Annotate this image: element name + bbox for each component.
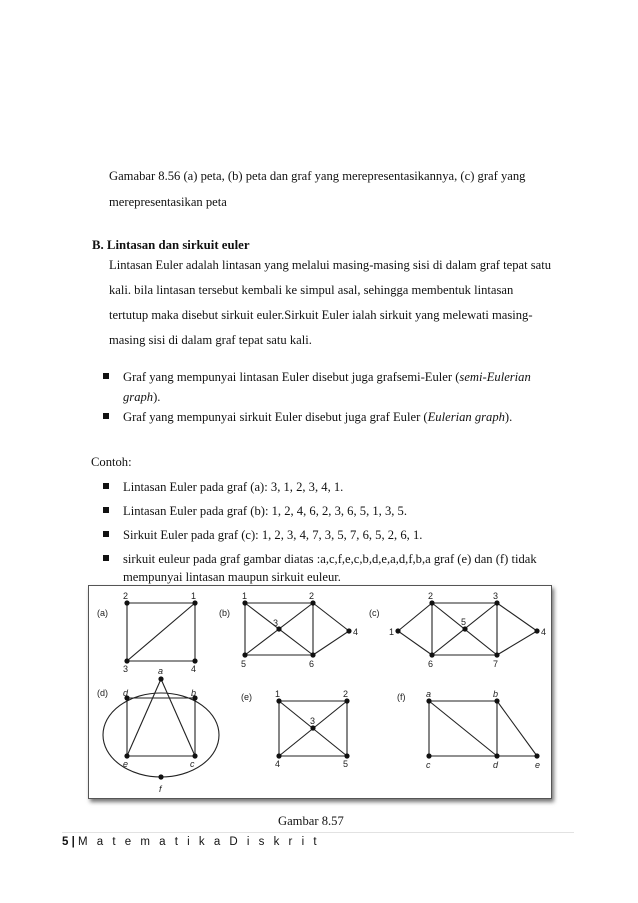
- node-label: c: [190, 759, 195, 769]
- node-label: 4: [353, 627, 359, 637]
- footer-title: M a t e m a t i k a D i s k r i t: [78, 836, 320, 848]
- bullet-text: Graf yang mempunyai sirkuit Euler disebut juga graf Euler (: [123, 410, 428, 424]
- bullet-semi-euler-cont: [123, 388, 160, 406]
- paragraph-line-4: masing sisi di dalam graf tepat satu kali.: [109, 333, 312, 347]
- section-heading: B. Lintasan dan sirkuit euler: [92, 238, 250, 252]
- node-label: 1: [275, 689, 281, 699]
- node-label: 2: [428, 591, 434, 601]
- graph-d-edges: [103, 679, 219, 777]
- node-label: 6: [309, 659, 315, 669]
- panel-label-b: (b): [219, 608, 230, 618]
- bullet-italic-term: graph: [123, 390, 154, 404]
- bullet-text: ).: [504, 410, 513, 424]
- page-footer: [62, 836, 320, 848]
- node-label: d: [493, 760, 499, 770]
- panel-label-c: (c): [369, 608, 380, 618]
- node-label: 4: [275, 759, 281, 769]
- bullet-text: ).: [153, 390, 161, 404]
- bullet-marker: [103, 507, 109, 513]
- node-label: 1: [191, 591, 197, 601]
- paragraph-line-1: Lintasan Euler adalah lintasan yang melalui masing-masing sisi di dalam graf tepat satu: [109, 258, 552, 272]
- node-label: 4: [541, 627, 547, 637]
- example-item: Sirkuit Euler pada graf (c): 1, 2, 3, 4, 7, 3, 5, 7, 6, 5, 2, 6, 1.: [123, 528, 423, 542]
- bullet-semi-euler: [123, 368, 531, 386]
- example-item: sirkuit euleur pada graf gambar diatas :a,c,f,e,c,b,d,e,a,d,f,b,a graf (e) dan (f) tidak: [123, 552, 537, 566]
- graph-a-edges: [127, 603, 195, 661]
- node-label: f: [159, 784, 162, 794]
- node-label: 5: [461, 617, 467, 627]
- node-label: 2: [309, 591, 315, 601]
- node-label: e: [123, 759, 129, 769]
- node-label: a: [426, 689, 432, 699]
- bullet-marker: [103, 483, 109, 489]
- node-label: d: [123, 688, 129, 698]
- node-label: 3: [493, 591, 499, 601]
- node-label: 1: [389, 627, 395, 637]
- graph-figure: [88, 585, 552, 799]
- node-label: 6: [428, 659, 434, 669]
- node-label: b: [493, 689, 499, 699]
- graph-b-edges: [245, 603, 349, 655]
- bullet-marker: [103, 413, 109, 419]
- node-label: 7: [493, 659, 499, 669]
- panel-label-d: (d): [97, 688, 108, 698]
- bullet-text: Graf yang mempunyai lintasan Euler disebut juga grafsemi-Euler (: [123, 370, 460, 384]
- node-label: 3: [310, 716, 316, 726]
- node-label: 3: [273, 618, 279, 628]
- node-label: 2: [123, 591, 129, 601]
- panel-label-f: (f): [397, 692, 406, 702]
- example-item: Lintasan Euler pada graf (b): 1, 2, 4, 6, 2, 3, 6, 5, 1, 3, 5.: [123, 504, 407, 518]
- node-label: b: [191, 688, 197, 698]
- bullet-italic-term: Eulerian graph: [427, 410, 505, 424]
- example-label: Contoh:: [91, 455, 132, 469]
- bullet-italic-term: semi-Eulerian: [459, 370, 531, 384]
- example-item-cont: mempunyai lintasan maupun sirkuit euleur.: [123, 570, 341, 584]
- panel-label-e: (e): [241, 692, 252, 702]
- node-label: 4: [191, 664, 197, 674]
- footer-divider: [62, 832, 574, 833]
- panel-label-a: (a): [97, 608, 108, 618]
- node-label: 5: [241, 659, 247, 669]
- paragraph-line-2: kali. bila lintasan tersebut kembali ke simpul asal, sehingga membentuk lintasan: [109, 283, 514, 297]
- bullet-marker: [103, 373, 109, 379]
- node-label: 5: [343, 759, 349, 769]
- graph-f-edges: [429, 701, 537, 756]
- graph-figure-svg: [89, 586, 551, 798]
- graph-nodes: [124, 600, 539, 779]
- example-item: Lintasan Euler pada graf (a): 3, 1, 2, 3, 4, 1.: [123, 480, 344, 494]
- node-label: 1: [242, 591, 248, 601]
- node-label: 3: [123, 664, 129, 674]
- figure-caption-line-1: Gamabar 8.56 (a) peta, (b) peta dan graf yang merepresentasikannya, (c) graf yang: [109, 169, 526, 183]
- node-label: a: [158, 666, 164, 676]
- bullet-euler-graph: [123, 408, 512, 426]
- node-label: 2: [343, 689, 349, 699]
- bullet-marker: [103, 555, 109, 561]
- paragraph-line-3: tertutup maka disebut sirkuit euler.Sirkuit Euler ialah sirkuit yang melewati masing-: [109, 308, 533, 322]
- node-label: c: [426, 760, 431, 770]
- figure-caption: Gambar 8.57: [278, 814, 344, 828]
- node-label: e: [535, 760, 541, 770]
- bullet-marker: [103, 531, 109, 537]
- page-number: 5 |: [62, 836, 75, 848]
- figure-caption-line-2: merepresentasikan peta: [109, 195, 227, 209]
